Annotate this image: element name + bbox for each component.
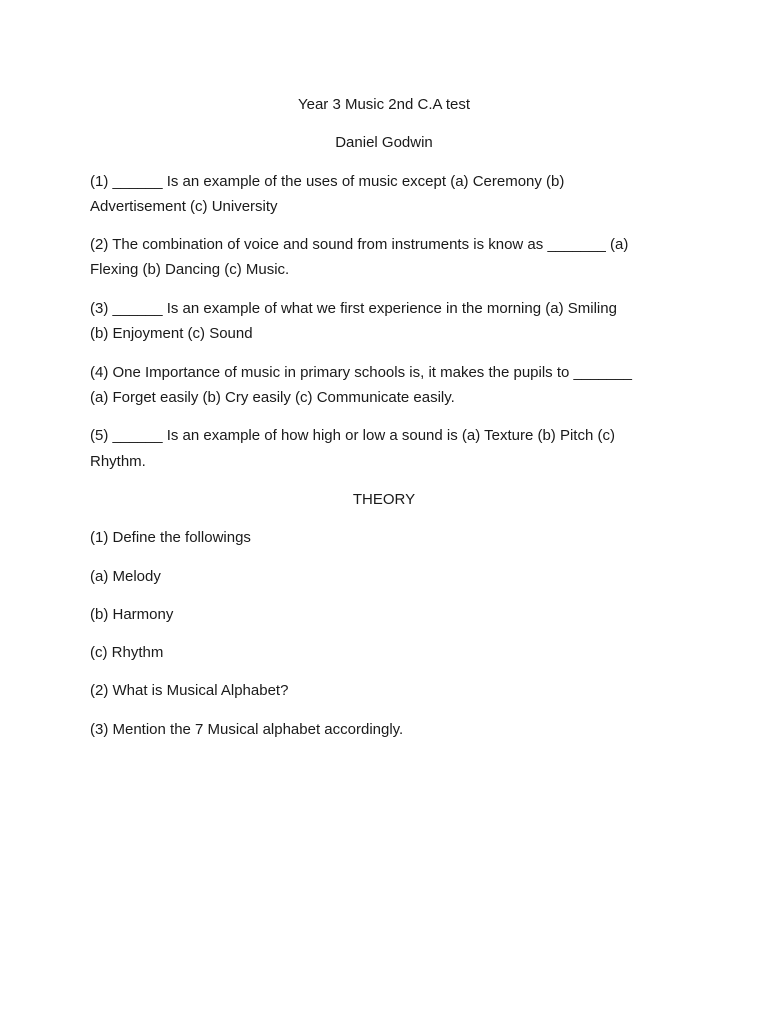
question-3-line-2: (b) Enjoyment (c) Sound — [90, 325, 253, 342]
question-5-line-2: Rhythm. — [90, 453, 146, 470]
theory-item-mention-alphabet: (3) Mention the 7 Musical alphabet accordingly. — [90, 721, 404, 738]
theory-item-musical-alphabet: (2) What is Musical Alphabet? — [90, 682, 289, 699]
question-5-line-1: (5) ______ Is an example of how high or low a sound is (a) Texture (b) Pitch (c) — [90, 427, 615, 444]
question-3-line-1: (3) ______ Is an example of what we first experience in the morning (a) Smiling — [90, 300, 617, 317]
theory-item-harmony: (b) Harmony — [90, 606, 174, 623]
theory-item-melody: (a) Melody — [90, 568, 161, 585]
question-2-line-2: Flexing (b) Dancing (c) Music. — [90, 261, 290, 278]
question-4-line-2: (a) Forget easily (b) Cry easily (c) Communicate easily. — [90, 389, 455, 406]
page-title: Year 3 Music 2nd C.A test — [297, 96, 471, 113]
question-2-line-1: (2) The combination of voice and sound from instruments is know as _______ (a) — [90, 236, 629, 253]
question-4-line-1: (4) One Importance of music in primary schools is, it makes the pupils to _______ — [90, 364, 632, 381]
theory-item-define: (1) Define the followings — [90, 529, 251, 546]
author-name: Daniel Godwin — [335, 134, 433, 151]
theory-item-rhythm: (c) Rhythm — [90, 644, 164, 661]
question-1-line-2: Advertisement (c) University — [90, 198, 278, 215]
theory-heading: THEORY — [352, 491, 416, 508]
question-1-line-1: (1) ______ Is an example of the uses of music except (a) Ceremony (b) — [90, 173, 565, 190]
